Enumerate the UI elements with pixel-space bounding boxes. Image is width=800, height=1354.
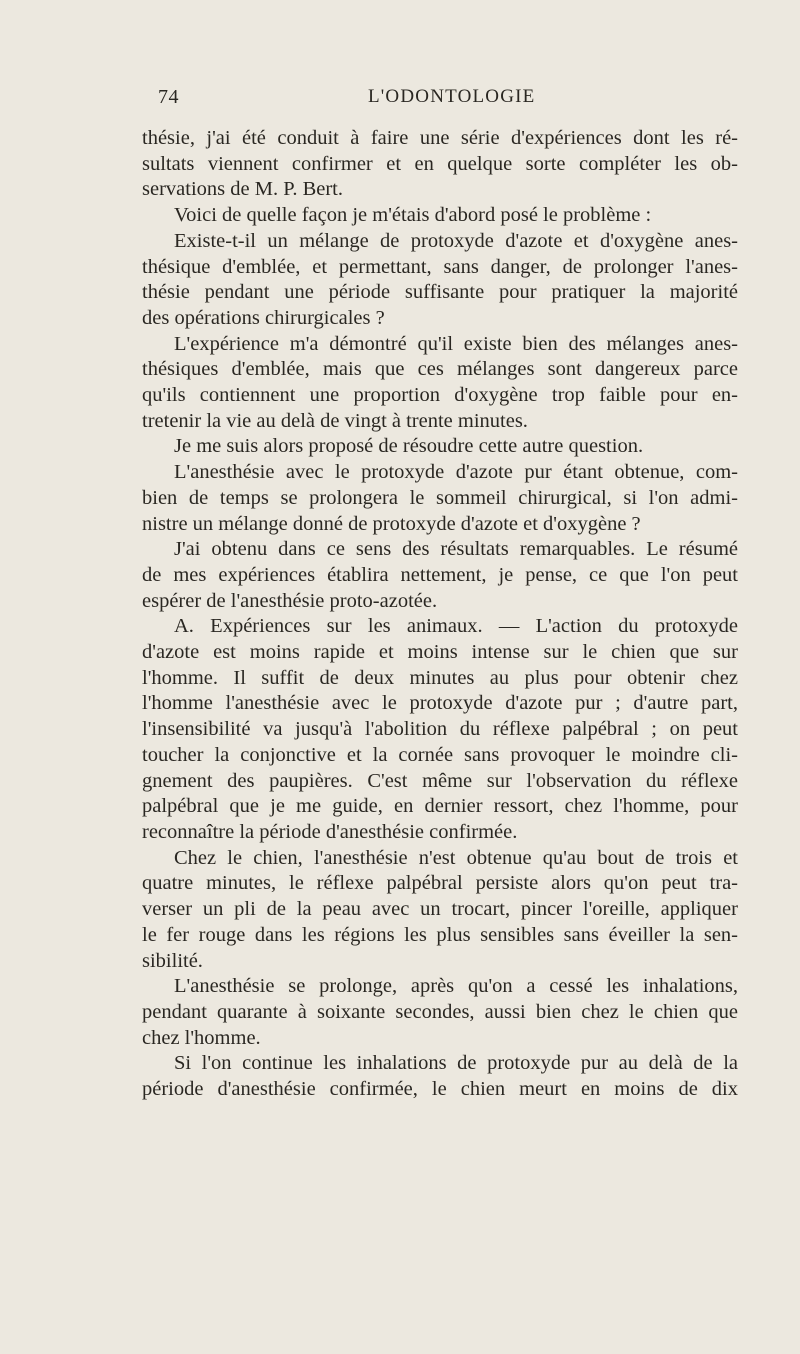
- text-line: thésie, j'ai été conduit à faire une série d'expériences dont les ré-: [142, 127, 738, 149]
- text-line: l'insensibilité va jusqu'à l'abolition du réflexe palpébral ; on peut: [142, 718, 738, 741]
- text-line: nistre un mélange donné de protoxyde d'azote et d'oxygène ?: [142, 512, 641, 535]
- text-line: des opérations chirurgicales ?: [142, 306, 385, 329]
- text-line: l'homme l'anesthésie avec le protoxyde d'azote pur ; d'autre part,: [142, 692, 738, 715]
- text-line: d'azote est moins rapide et moins intense sur le chien que sur: [142, 641, 738, 664]
- text-line: J'ai obtenu dans ce sens des résultats remarquables. Le résumé: [174, 538, 738, 561]
- text-line: le fer rouge dans les régions les plus sensibles sans éveiller la sen-: [142, 923, 738, 946]
- text-line: verser un pli de la peau avec un trocart, pincer l'oreille, appliquer: [142, 898, 738, 921]
- text-line: Si l'on continue les inhalations de protoxyde pur au delà de la: [174, 1052, 738, 1075]
- text-line: Chez le chien, l'anesthésie n'est obtenue qu'au bout de trois et: [174, 846, 738, 869]
- text-line: palpébral que je me guide, en dernier ressort, chez l'homme, pour: [142, 795, 738, 818]
- text-line: toucher la conjonctive et la cornée sans provoquer le moindre cli-: [142, 743, 738, 766]
- text-line: sultats viennent confirmer et en quelque sorte compléter les ob-: [142, 152, 738, 175]
- text-line: reconnaître la période d'anesthésie confirmée.: [142, 820, 518, 843]
- text-line: qu'ils contiennent une proportion d'oxygène trop faible pour en-: [142, 384, 738, 407]
- page-header: [148, 86, 748, 116]
- text-line: gnement des paupières. C'est même sur l'observation du réflexe: [142, 769, 738, 792]
- text-line: thésique d'emblée, et permettant, sans danger, de prolonger l'anes-: [142, 255, 738, 278]
- page-number: 74: [158, 86, 179, 108]
- text-line: bien de temps se prolongera le sommeil chirurgical, si l'on admi-: [142, 486, 738, 509]
- text-line: servations de M. P. Bert.: [142, 178, 343, 201]
- text-line: thésie pendant une période suffisante pour pratiquer la majorité: [142, 281, 738, 304]
- text-line: Je me suis alors proposé de résoudre cette autre question.: [174, 435, 644, 458]
- text-line: période d'anesthésie confirmée, le chien meurt en moins de dix: [142, 1078, 738, 1101]
- text-line: espérer de l'anesthésie proto-azotée.: [142, 589, 438, 612]
- text-line: de mes expériences établira nettement, je pense, ce que l'on peut: [142, 563, 738, 586]
- text-line: quatre minutes, le réflexe palpébral persiste alors qu'on peut tra-: [142, 872, 738, 895]
- text-line: Existe-t-il un mélange de protoxyde d'azote et d'oxygène anes-: [174, 229, 738, 252]
- text-line: thésiques d'emblée, mais que ces mélanges sont dangereux parce: [142, 358, 738, 381]
- text-line: chez l'homme.: [142, 1026, 261, 1049]
- text-line: l'homme. Il suffit de deux minutes au plus pour obtenir chez: [142, 666, 738, 689]
- running-title: L'ODONTOLOGIE: [368, 86, 536, 107]
- text-line: tretenir la vie au delà de vingt à trente minutes.: [142, 409, 528, 432]
- text-line: L'anesthésie se prolonge, après qu'on a cessé les inhalations,: [174, 975, 738, 998]
- text-line: A. Expériences sur les animaux. — L'action du protoxyde: [174, 615, 738, 638]
- text-line: pendant quarante à soixante secondes, aussi bien chez le chien que: [142, 1000, 738, 1023]
- body-text: [142, 126, 738, 1103]
- text-line: sibilité.: [142, 949, 203, 972]
- text-line: L'expérience m'a démontré qu'il existe bien des mélanges anes-: [174, 332, 738, 355]
- text-line: Voici de quelle façon je m'étais d'abord posé le problème :: [174, 204, 652, 227]
- text-line: L'anesthésie avec le protoxyde d'azote pur étant obtenue, com-: [174, 461, 738, 484]
